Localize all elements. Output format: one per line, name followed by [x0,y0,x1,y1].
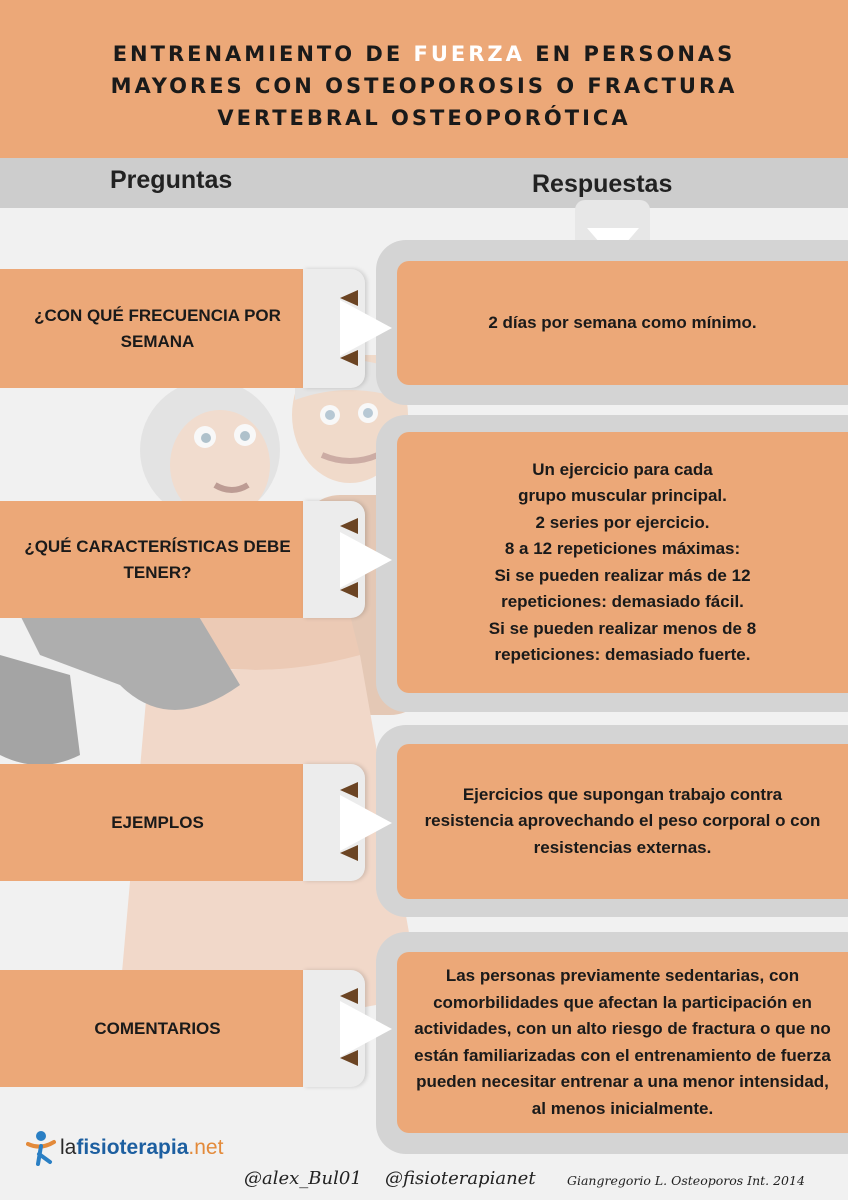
logo-main: fisioterapia [76,1136,189,1159]
logo-prefix: la [60,1136,77,1159]
question-text: ¿CON QUÉ FRECUENCIA POR SEMANA [34,305,281,351]
answer-text: Ejercicios que supongan trabajo contra resistencia aprovechando el peso corporal o con resistencias externas. [424,784,821,857]
question-text: COMENTARIOS [94,1018,221,1038]
answer-line: 8 a 12 repeticiones máximas: [504,539,741,558]
answer-text: Las personas previamente sedentarias, con comorbilidades que afectan la participación en actividades, con un alto riesgo de fractura o que no están familiarizadas con el entrenamiento de fuerza pueden necesitar entrenar a una menor intensidad, al menos inicialmente. [414,966,831,1118]
notch-decoration [340,845,358,861]
site-logo [26,1130,223,1166]
right-arrow-icon [340,1001,392,1057]
answer-line: Si se pueden realizar menos de 8 [488,618,757,638]
right-arrow-icon [340,532,392,588]
column-header-preguntas: Preguntas [110,166,233,194]
answer-text: 2 días por semana como mínimo. [488,312,757,332]
column-header-respuestas: Respuestas [532,170,673,198]
question-text: EJEMPLOS [111,812,204,832]
title-line-2: MAYORES CON OSTEOPOROSIS O FRACTURA [110,74,738,98]
title-highlight: FUERZA [413,42,525,66]
answer-box [397,952,848,1133]
source-citation: Giangregorio L. Osteoporos Int. 2014 [567,1173,805,1188]
logo-suffix: .net [188,1136,224,1159]
page-title [0,38,848,134]
answer-line: repeticiones: demasiado fácil. [501,592,744,611]
question-box [0,764,305,881]
answer-box [397,744,848,899]
answer-line: Un ejercicio para cada [532,459,713,479]
answer-line: grupo muscular principal. [518,486,727,505]
answer-text [477,457,768,669]
twitter-handle-author: @alex_Bul01 [244,1168,362,1189]
notch-decoration [340,1050,358,1066]
answer-line: 2 series por ejercicio. [535,512,710,532]
person-logo-icon [26,1130,56,1166]
title-part: EN PERSONAS [524,42,736,66]
title-part: ENTRENAMIENTO DE [112,42,414,66]
question-text: ¿QUÉ CARACTERÍSTICAS DEBE TENER? [24,536,291,582]
answer-line: Si se pueden realizar más de 12 [494,565,751,585]
right-arrow-icon [340,795,392,851]
answer-box [397,432,848,693]
question-box [0,970,305,1087]
twitter-handle-site: @fisioterapianet [385,1168,536,1189]
question-box [0,269,305,388]
logo-text [60,1136,223,1160]
notch-decoration [340,582,358,598]
notch-decoration [340,350,358,366]
title-line-3: VERTEBRAL OSTEOPORÓTICA [217,106,631,130]
right-arrow-icon [340,300,392,356]
answer-box [397,261,848,385]
answer-line: repeticiones: demasiado fuerte. [494,645,751,664]
question-box [0,501,305,618]
